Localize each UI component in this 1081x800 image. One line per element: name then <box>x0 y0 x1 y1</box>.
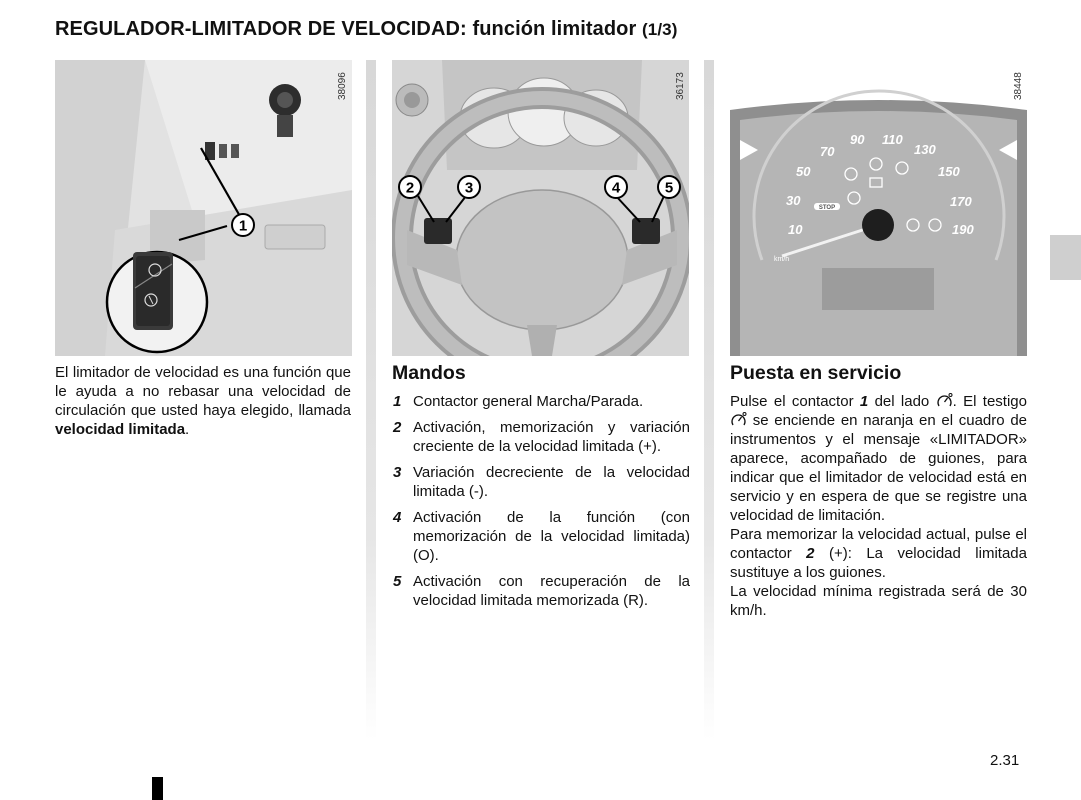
gauge-label-90: 90 <box>850 132 865 147</box>
gauge-label-70: 70 <box>820 144 835 159</box>
controls-list <box>392 392 690 610</box>
section-title-mandos: Mandos <box>392 362 466 384</box>
list-item: 4 Activación de la función (con memorización de la velocidad limitada) (O). <box>393 509 690 564</box>
section-title-puesta: Puesta en servicio <box>730 362 902 384</box>
intro-text-end: . <box>185 421 190 438</box>
gauge-label-10: 10 <box>788 222 803 237</box>
callout-3: 3 <box>464 179 474 197</box>
title-text: REGULADOR-LIMITADOR DE VELOCIDAD: función limitador <box>55 18 637 40</box>
page-number: 2.31 <box>990 752 1020 769</box>
figure-switch-panel <box>55 60 352 356</box>
gauge-label-190: 190 <box>952 222 974 237</box>
figure-steering-wheel <box>392 60 689 356</box>
list-item: 2 Activación, memorización y variación creciente de la velocidad limitada (+). <box>393 419 690 455</box>
section-puesta-en-servicio <box>730 361 1027 620</box>
intro-bold-term: velocidad limitada <box>55 421 186 438</box>
gauge-label-130: 130 <box>914 142 936 157</box>
figure-reference: 38448 <box>1013 72 1024 100</box>
column-divider <box>704 60 714 740</box>
paragraph: Pulse el contactor 1 del lado . El testigo se enciende en naranja en el cuadro de instrumentos y el mensaje «LIMITADOR» aparece, acompañado de guiones, para indicar que el limitador de velocidad está en servicio y en espera de que se registre una velocidad de limitación. <box>730 393 1027 524</box>
callout-5: 5 <box>664 179 674 197</box>
gauge-label-150: 150 <box>938 164 960 179</box>
callout-4: 4 <box>611 179 621 197</box>
figure-reference: 36173 <box>675 72 686 100</box>
gauge-label-170: 170 <box>950 194 972 209</box>
speed-limiter-icon <box>936 393 953 409</box>
paragraph: Para memorizar la velocidad actual, pulse el contactor 2 (+): La velocidad limitada sustituye a los guiones. <box>730 526 1027 581</box>
crop-mark <box>152 777 163 800</box>
figure-speedometer <box>730 60 1027 356</box>
page-title <box>55 18 678 41</box>
figure-reference: 38096 <box>337 72 348 100</box>
section-tab <box>1050 235 1081 280</box>
title-fraction: (1/3) <box>642 20 678 39</box>
section-mandos <box>392 361 690 617</box>
list-item: 5 Activación con recuperación de la velocidad limitada memorizada (R). <box>393 573 690 609</box>
callout-1: 1 <box>238 217 248 235</box>
gauge-label-30: 30 <box>786 193 801 208</box>
list-item: 1 Contactor general Marcha/Parada. <box>393 393 644 410</box>
unit-label: km/h <box>774 256 790 263</box>
stop-label: STOP <box>818 205 836 211</box>
paragraph: La velocidad mínima registrada será de 30 km/h. <box>730 583 1027 619</box>
intro-paragraph <box>55 363 351 439</box>
callout-2: 2 <box>405 179 415 197</box>
speed-limiter-warning-light-icon <box>730 412 747 428</box>
column-divider <box>366 60 376 740</box>
intro-text: El limitador de velocidad es una función que le ayuda a no rebasar una velocidad de circulación que usted haya elegido, llamada <box>55 364 351 419</box>
gauge-label-50: 50 <box>796 164 811 179</box>
list-item: 3 Variación decreciente de la velocidad limitada (-). <box>393 464 690 500</box>
gauge-label-110: 110 <box>882 132 903 147</box>
